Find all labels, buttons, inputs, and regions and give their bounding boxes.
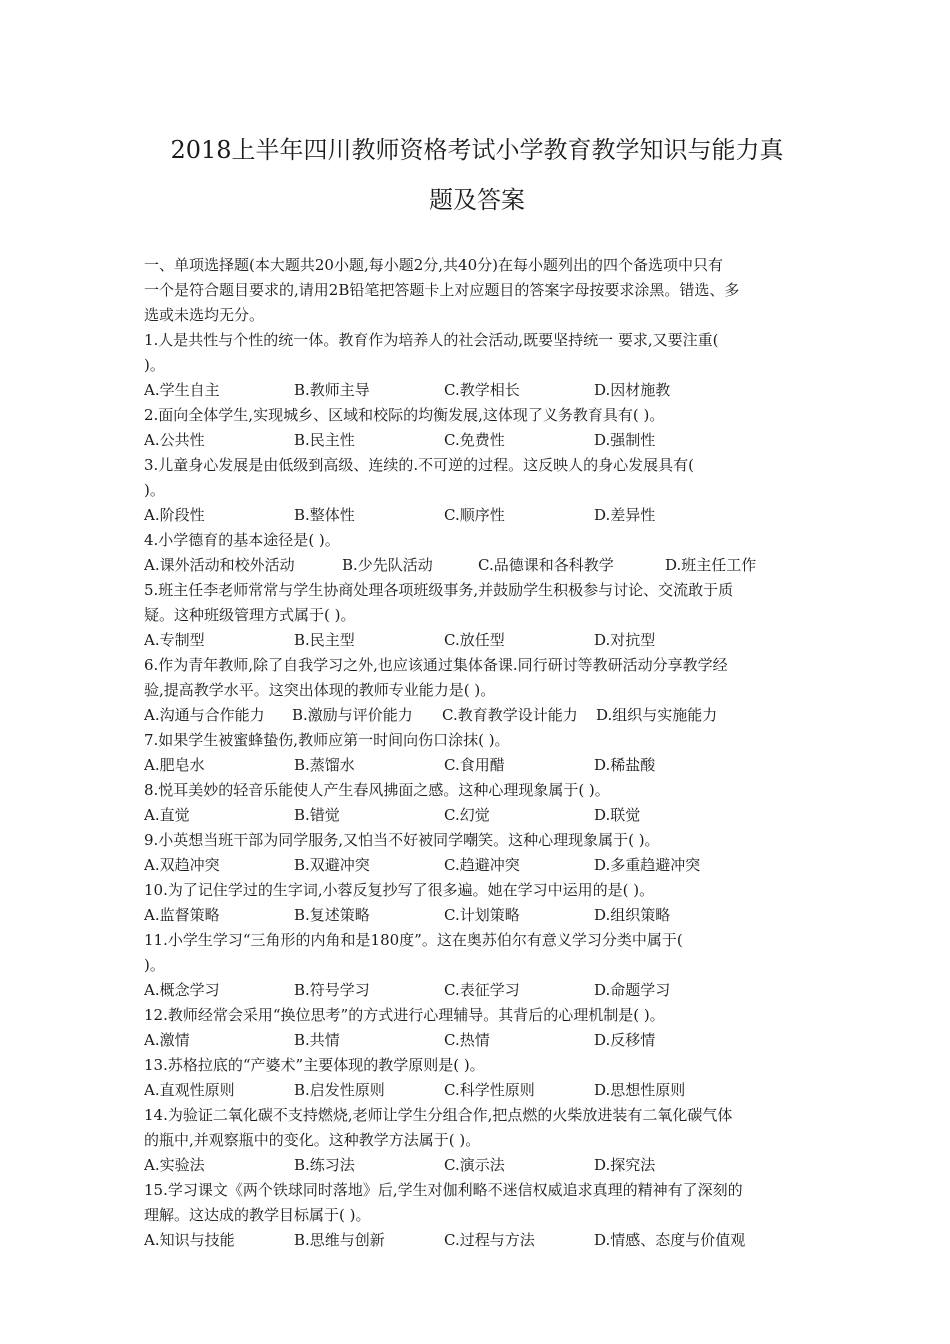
option-d: D.差异性: [594, 506, 656, 524]
document-title-line-1: 2018上半年四川教师资格考试小学教育教学知识与能力真: [170, 136, 784, 164]
option-c: C.免费性: [444, 431, 505, 449]
option-d: D.多重趋避冲突: [594, 856, 701, 874]
question-stem: 7.如果学生被蜜蜂蛰伤,教师应第一时间向伤口涂抹( )。: [144, 731, 510, 749]
answer-options: [144, 1153, 810, 1178]
question-stem: 8.悦耳美妙的轻音乐能使人产生春风拂面之感。这种心理现象属于( )。: [144, 781, 610, 799]
option-a: A.实验法: [144, 1156, 205, 1174]
option-a: A.双趋冲突: [144, 856, 220, 874]
option-a: A.知识与技能: [144, 1231, 235, 1249]
option-d: D.探究法: [594, 1156, 656, 1174]
question-stem: 2.面向全体学生,实现城乡、区域和校际的均衡发展,这体现了义务教育具有( )。: [144, 406, 665, 424]
option-b: B.教师主导: [294, 381, 370, 399]
instructions-line: 一、单项选择题(本大题共20小题,每小题2分,共40分)在每小题列出的四个备选项中只有: [144, 256, 723, 274]
option-a: A.阶段性: [144, 506, 205, 524]
answer-options: [144, 853, 810, 878]
option-c: C.幻觉: [444, 806, 490, 824]
option-a: A.直观性原则: [144, 1081, 235, 1099]
question-stem: 15.学习课文《两个铁球同时落地》后,学生对伽利略不迷信权威追求真理的精神有了深刻的: [144, 1181, 743, 1199]
option-b: B.激励与评价能力: [292, 706, 413, 724]
option-d: D.强制性: [594, 431, 656, 449]
option-b: B.民主性: [294, 431, 355, 449]
option-c: C.教育教学设计能力: [442, 706, 578, 724]
option-b: B.符号学习: [294, 981, 370, 999]
option-c: C.品德课和各科教学: [478, 556, 614, 574]
option-c: C.放任型: [444, 631, 505, 649]
answer-options: [144, 903, 810, 928]
answer-options: [144, 703, 810, 728]
option-a: A.肥皂水: [144, 756, 205, 774]
answer-options: [144, 1078, 810, 1103]
question-stem: 3.儿童身心发展是由低级到高级、连续的.不可逆的过程。这反映人的身心发展具有(: [144, 456, 694, 474]
option-d: D.组织与实施能力: [596, 706, 718, 724]
option-d: D.班主任工作: [665, 556, 757, 574]
answer-options: [144, 803, 810, 828]
option-d: D.因材施教: [594, 381, 671, 399]
question-stem: 理解。这达成的教学目标属于( )。: [144, 1206, 371, 1224]
option-a: A.课外活动和校外活动: [144, 556, 295, 574]
option-c: C.科学性原则: [444, 1081, 535, 1099]
answer-options: [144, 428, 810, 453]
question-stem: 10.为了记住学过的生字词,小蓉反复抄写了很多遍。她在学习中运用的是( )。: [144, 881, 655, 899]
option-a: A.学生自主: [144, 381, 220, 399]
option-c: C.表征学习: [444, 981, 520, 999]
question-stem: )。: [144, 956, 165, 974]
option-b: B.思维与创新: [294, 1231, 385, 1249]
option-b: B.双避冲突: [294, 856, 370, 874]
option-d: D.命题学习: [594, 981, 671, 999]
option-b: B.蒸馏水: [294, 756, 355, 774]
answer-options: [144, 978, 810, 1003]
answer-options: [144, 628, 810, 653]
question-stem: 4.小学德育的基本途径是( )。: [144, 531, 340, 549]
question-stem: 1.人是共性与个性的统一体。教育作为培养人的社会活动,既要坚持统一 要求,又要注重(: [144, 331, 719, 349]
option-c: C.趋避冲突: [444, 856, 520, 874]
option-a: A.监督策略: [144, 906, 220, 924]
option-b: B.民主型: [294, 631, 355, 649]
option-a: A.公共性: [144, 431, 205, 449]
answer-options: [144, 553, 810, 578]
option-a: A.概念学习: [144, 981, 220, 999]
option-b: B.启发性原则: [294, 1081, 385, 1099]
question-stem: 11.小学生学习“三角形的内角和是180度”。这在奥苏伯尔有意义学习分类中属于(: [144, 931, 683, 949]
option-b: B.整体性: [294, 506, 355, 524]
question-stem: 14.为验证二氧化碳不支持燃烧,老师让学生分组合作,把点燃的火柴放进装有二氧化碳气体: [144, 1106, 733, 1124]
answer-options: [144, 503, 810, 528]
answer-options: [144, 1228, 810, 1253]
option-d: D.对抗型: [594, 631, 656, 649]
question-stem: 的瓶中,并观察瓶中的变化。这种教学方法属于( )。: [144, 1131, 481, 1149]
question-stem: 12.教师经常会采用“换位思考”的方式进行心理辅导。其背后的心理机制是( )。: [144, 1006, 665, 1024]
option-c: C.过程与方法: [444, 1231, 535, 1249]
option-c: C.教学相长: [444, 381, 520, 399]
option-c: C.食用醋: [444, 756, 505, 774]
document-body: [144, 253, 810, 1253]
option-d: D.稀盐酸: [594, 756, 656, 774]
option-a: A.直觉: [144, 806, 190, 824]
answer-options: [144, 753, 810, 778]
option-d: D.组织策略: [594, 906, 671, 924]
answer-options: [144, 1028, 810, 1053]
option-d: D.反移情: [594, 1031, 656, 1049]
option-a: A.专制型: [144, 631, 205, 649]
option-c: C.顺序性: [444, 506, 505, 524]
instructions-line: 选或未选均无分。: [144, 306, 265, 324]
option-b: B.少先队活动: [342, 556, 433, 574]
option-d: D.思想性原则: [594, 1081, 686, 1099]
instructions-line: 一个是符合题目要求的,请用2B铅笔把答题卡上对应题目的答案字母按要求涂黑。错选、多: [144, 281, 740, 299]
question-stem: 5.班主任李老师常常与学生协商处理各项班级事务,并鼓励学生积极参与讨论、交流敢于质: [144, 581, 734, 599]
question-stem: 疑。这种班级管理方式属于( )。: [144, 606, 356, 624]
option-b: B.练习法: [294, 1156, 355, 1174]
option-b: B.错觉: [294, 806, 340, 824]
question-stem: 9.小英想当班干部为同学服务,又怕当不好被同学嘲笑。这种心理现象属于( )。: [144, 831, 660, 849]
option-c: C.计划策略: [444, 906, 520, 924]
option-c: C.演示法: [444, 1156, 505, 1174]
option-d: D.情感、态度与价值观: [594, 1231, 746, 1249]
option-a: A.激情: [144, 1031, 190, 1049]
question-stem: 6.作为青年教师,除了自我学习之外,也应该通过集体备课.同行研讨等教研活动分享教学经: [144, 656, 728, 674]
answer-options: [144, 378, 810, 403]
option-b: B.共情: [294, 1031, 340, 1049]
option-d: D.联觉: [594, 806, 641, 824]
document-title-line-2: 题及答案: [429, 186, 525, 214]
option-b: B.复述策略: [294, 906, 370, 924]
question-stem: )。: [144, 481, 165, 499]
option-c: C.热情: [444, 1031, 490, 1049]
question-stem: )。: [144, 356, 165, 374]
option-a: A.沟通与合作能力: [144, 706, 265, 724]
question-stem: 验,提高教学水平。这突出体现的教师专业能力是( )。: [144, 681, 496, 699]
question-stem: 13.苏格拉底的“产婆术”主要体现的教学原则是( )。: [144, 1056, 485, 1074]
